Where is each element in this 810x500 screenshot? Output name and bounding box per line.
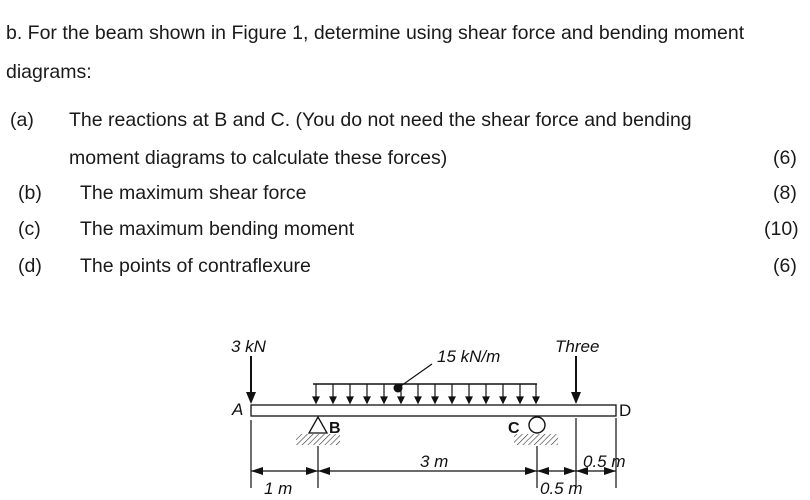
part-c-label: (c) xyxy=(18,218,41,240)
support-C-roller xyxy=(514,417,558,445)
point-load-right-arrow xyxy=(571,356,581,404)
udl-arrows xyxy=(313,384,539,403)
label-load-A: 3 kN xyxy=(231,337,266,356)
part-b-label: (b) xyxy=(18,182,42,204)
label-load-right: Three xyxy=(555,337,600,356)
beam xyxy=(251,405,616,416)
label-point-D: D xyxy=(619,401,632,420)
point-load-A-arrow xyxy=(246,356,256,404)
label-dim-3m: 3 m xyxy=(420,452,449,471)
part-d-marks: (6) xyxy=(773,255,797,277)
part-b-text: The maximum shear force xyxy=(80,182,307,204)
label-dim-1m: 1 m xyxy=(264,479,293,498)
part-d-label: (d) xyxy=(18,255,42,277)
label-point-B: B xyxy=(329,420,341,437)
part-d-text: The points of contraflexure xyxy=(80,255,311,277)
part-c-text: The maximum bending moment xyxy=(80,218,355,240)
label-udl: 15 kN/m xyxy=(437,347,501,366)
part-a-label: (a) xyxy=(10,109,34,131)
part-a-text-line-1: The reactions at B and C. (You do not need the shear force and bending xyxy=(69,109,692,131)
udl-leader xyxy=(394,364,433,393)
part-c-marks: (10) xyxy=(764,218,799,240)
part-a-text-line-2: moment diagrams to calculate these forces) xyxy=(69,147,448,169)
part-b-marks: (8) xyxy=(773,182,797,204)
label-point-A: A xyxy=(232,400,244,419)
question-line-2: diagrams: xyxy=(6,61,92,83)
label-dim-05m-right: 0.5 m xyxy=(583,452,626,471)
label-point-C: C xyxy=(508,420,520,437)
question-line-1: b. For the beam shown in Figure 1, determine using shear force and bending moment xyxy=(6,22,745,44)
part-a-marks: (6) xyxy=(773,147,797,169)
label-dim-05m-left: 0.5 m xyxy=(540,479,583,498)
